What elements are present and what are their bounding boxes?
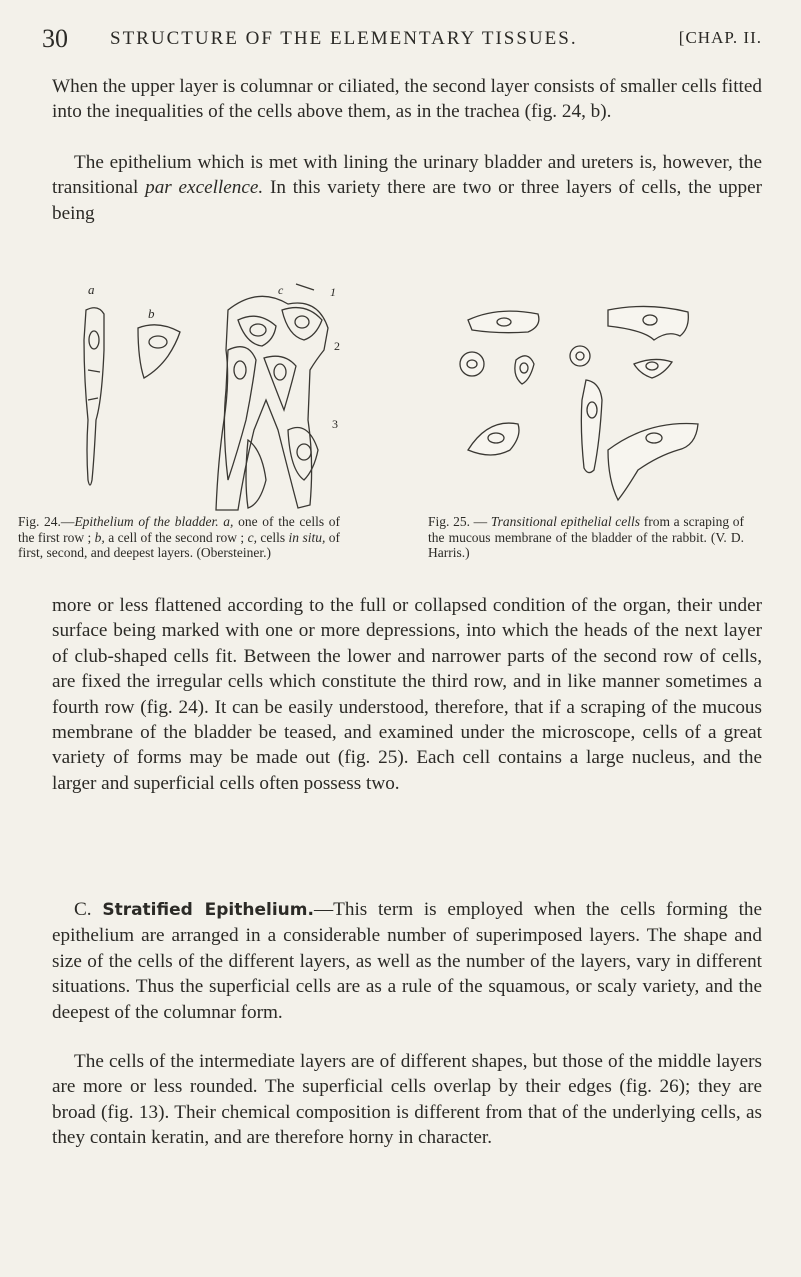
fig25-caption-title: Transitional epithelial cells — [490, 514, 641, 529]
page-number: 30 — [42, 24, 68, 53]
paragraph-5-text: The cells of the intermediate layers are of different shapes, but those of the middle layers are more or less rounded. The superficial cells overlap by their edges (fig. 26); they are broad (fig. 13). Their chemical composition is different from that of the underlying cells, as they contain keratin, and are therefore horny in character. — [52, 1051, 762, 1149]
fig24-label-3: 3 — [332, 417, 338, 431]
fig24-label-a: a — [88, 282, 95, 297]
paragraph-1 — [52, 74, 762, 125]
fig25-caption — [428, 514, 744, 561]
fig24-caption — [18, 514, 340, 561]
paragraph-3 — [52, 593, 762, 796]
fig24-cell-b — [138, 325, 180, 378]
running-title: STRUCTURE OF THE ELEMENTARY TISSUES. — [110, 28, 578, 49]
fig24-cell-a — [84, 308, 104, 485]
paragraph-2 — [52, 150, 762, 226]
section-c-letter: C. — [74, 899, 92, 920]
fig24-caption-a: a, — [223, 514, 234, 529]
fig24-caption-b: b, — [94, 529, 105, 545]
section-c-paragraph — [52, 897, 762, 1025]
fig24-caption-b-text: a cell of the second row ; — [108, 529, 245, 545]
paragraph-2-italic: par excellence. — [145, 177, 264, 199]
fig24-label-1: 1 — [330, 285, 336, 299]
fig24-illustration — [78, 280, 378, 530]
fig24-cell-cluster-c — [216, 284, 328, 510]
figures-row — [18, 280, 768, 560]
fig25-caption-prefix: Fig. 25. — — [428, 514, 488, 529]
fig24-caption-end: of first, second, and deepest layers. (Obersteiner.) — [18, 529, 341, 560]
fig24-label-2: 2 — [334, 339, 340, 353]
paragraph-2-start: The epithelium which is met with lining the urinary bladder and ureters is, however, the transitional — [52, 152, 762, 199]
section-c-text: —This term is employed when the cells forming the epithelium are arranged in a considerable number of superimposed layers. The shape and size of the cells of the different layers, as well as the number of the layers, vary in different situations. Thus the superficial cells are as a rule of the squamous, or scaly variety, and the deepest of the columnar form. — [52, 899, 763, 1023]
paragraph-1-text: When the upper layer is columnar or ciliated, the second layer consists of smaller cells fitted into the inequalities of the cells above them, as in the trachea (fig. 24, b). — [52, 76, 762, 123]
paragraph-5 — [52, 1049, 762, 1151]
fig24-caption-title: Epithelium of the bladder. — [74, 514, 219, 529]
fig24-caption-insitu: in situ, — [288, 529, 326, 545]
fig24-caption-c-text: cells — [260, 529, 286, 545]
fig24-caption-a-text: one of the cells of the first row ; — [18, 514, 341, 545]
running-header — [42, 22, 762, 56]
chapter-label: [CHAP. II. — [678, 28, 762, 47]
fig25-caption-end: from a scraping of the mucous membrane of the bladder of the rabbit. (V. D. Harris.) — [428, 514, 745, 560]
fig24-label-c: c — [278, 283, 284, 297]
fig24-caption-prefix: Fig. 24.— — [18, 514, 75, 529]
fig24-caption-c: c, — [247, 529, 257, 545]
paragraph-2-end: In this variety there are two or three layers of cells, the upper being — [52, 177, 763, 224]
fig25-cell — [581, 380, 602, 473]
paragraph-3-text: more or less flattened according to the full or collapsed condition of the organ, their under surface being marked with one or more depressions, into which the heads of the next layer of club-shaped cells fit. Between the lower and narrower parts of the second row of cells, are fixed the irregular cells which constitute the third row, and in like manner sometimes a fourth row (fig. 24). It can be easily understood, therefore, that if a scraping of the mucous membrane of the bladder be teased, and examined under the microscope, cells of a great variety of forms may be made out (fig. 25). Each cell contains a large nucleus, and the larger and superficial cells often possess two. — [52, 595, 762, 794]
section-c-heading: Stratified Epithelium. — [102, 900, 314, 920]
fig24-label-b: b — [148, 306, 155, 321]
fig25-illustration — [458, 300, 758, 530]
